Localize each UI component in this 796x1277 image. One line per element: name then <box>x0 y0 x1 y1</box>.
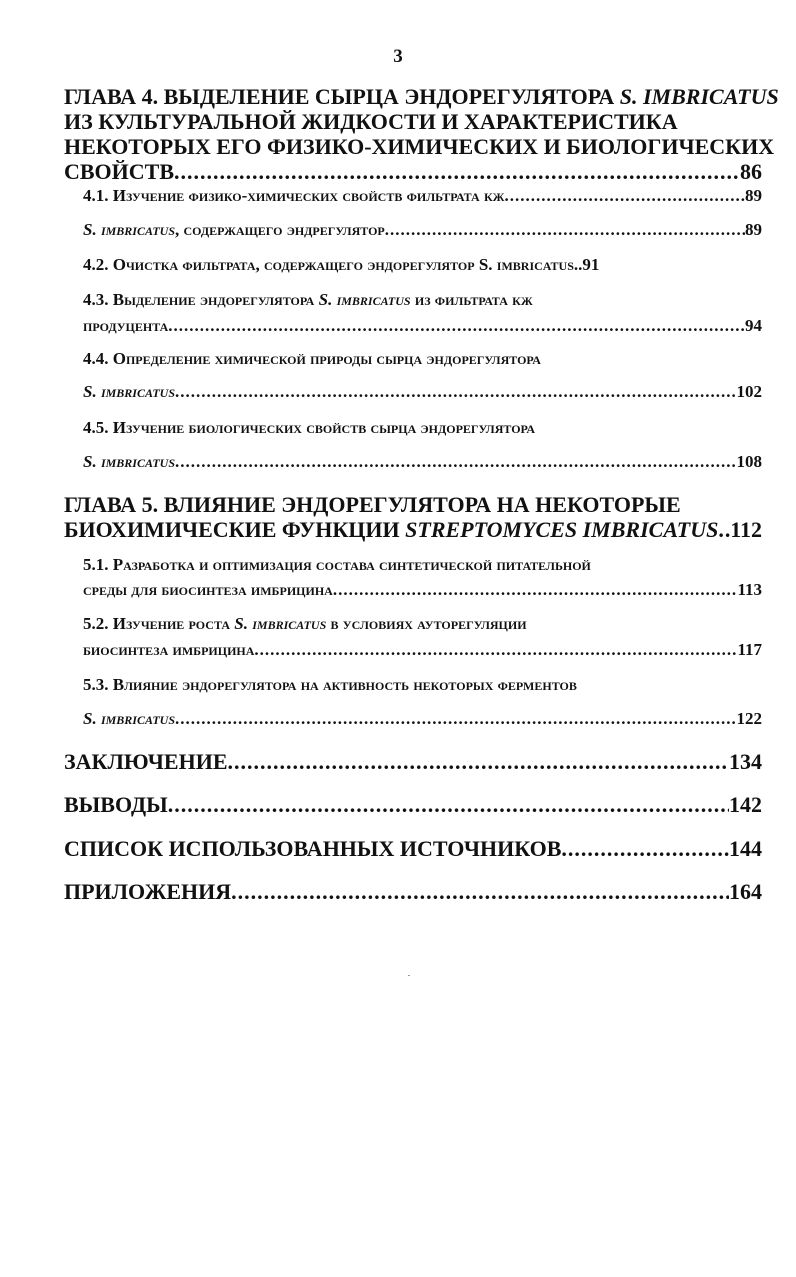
leader-dots <box>168 316 745 336</box>
toc-entry-conclusion[interactable] <box>64 749 762 774</box>
entry-text: S. imbricatus <box>83 452 175 471</box>
toc-entry-4-4[interactable] <box>83 349 762 369</box>
page-ref: 122 <box>736 709 762 728</box>
toc-entry-4-2[interactable] <box>83 255 762 275</box>
toc-entry-references[interactable] <box>64 836 762 861</box>
chapter-4-line-3: НЕКОТОРЫХ ЕГО ФИЗИКО-ХИМИЧЕСКИХ И БИОЛОГИЧЕСКИХ <box>64 134 775 159</box>
page-ref: 164 <box>729 879 762 904</box>
scan-speck <box>408 975 410 976</box>
page-ref: ..91 <box>573 255 600 274</box>
leader-dots <box>231 879 729 904</box>
entry-text: ВЫВОДЫ <box>64 792 168 817</box>
toc-entry-4-1[interactable] <box>83 186 762 206</box>
toc-entry-5-3-cont[interactable] <box>83 709 762 729</box>
entry-text: 5.2. Изучение роста S. imbricatus в условиях ауторегуляции <box>83 614 527 633</box>
page-ref: 89 <box>745 220 762 239</box>
chapter-5-line-2: БИОХИМИЧЕСКИЕ ФУНКЦИИ STREPTOMYCES IMBRICATUS <box>64 517 719 542</box>
page-ref: 112 <box>730 517 762 542</box>
page-ref: 144 <box>729 836 762 861</box>
page-ref: 108 <box>736 452 762 471</box>
entry-text: 4.4. Определение химической природы сырца эндорегулятора <box>83 349 541 368</box>
page-ref: 86 <box>740 159 762 184</box>
toc-entry-4-1-cont[interactable] <box>83 220 762 240</box>
entry-text: 5.3. Влияние эндорегулятора на активность некоторых ферментов <box>83 675 577 694</box>
toc-entry-4-5-cont[interactable] <box>83 452 762 472</box>
toc-entry-5-2-cont[interactable] <box>83 640 762 660</box>
toc-entry-5-1[interactable] <box>83 555 762 575</box>
leader-dots <box>175 709 737 729</box>
leader-dots <box>333 580 738 600</box>
page-ref: 94 <box>745 316 762 335</box>
leader-dots <box>175 382 737 402</box>
leader-dots <box>175 452 737 472</box>
leader-dots <box>385 220 745 240</box>
entry-text: 4.5. Изучение биологических свойств сырца эндорегулятора <box>83 418 536 437</box>
entry-text: S. imbricatus <box>83 709 175 728</box>
leader-dots <box>505 186 745 206</box>
entry-text: СПИСОК ИСПОЛЬЗОВАННЫХ ИСТОЧНИКОВ <box>64 836 562 861</box>
page-ref: 113 <box>737 580 762 599</box>
entry-text: S. imbricatus, содержащего эндрегулятор <box>83 220 385 239</box>
toc-entry-5-3[interactable] <box>83 675 762 695</box>
toc-entry-appendices[interactable] <box>64 879 762 904</box>
leader-dots <box>174 159 740 184</box>
chapter-5-line-1: ГЛАВА 5. ВЛИЯНИЕ ЭНДОРЕГУЛЯТОРА НА НЕКОТОРЫЕ <box>64 492 681 517</box>
page-ref: 142 <box>729 792 762 817</box>
page-ref: 89 <box>745 186 762 205</box>
chapter-4-line-4: СВОЙСТВ <box>64 159 175 184</box>
leader-dots <box>718 517 730 542</box>
toc-entry-4-5[interactable] <box>83 418 762 438</box>
toc-entry-chapter-4[interactable] <box>64 159 762 184</box>
entry-text: среды для биосинтеза имбрицина <box>83 580 333 599</box>
toc-entry-5-2[interactable] <box>83 614 762 634</box>
chapter-4-line-1: ГЛАВА 4. ВЫДЕЛЕНИЕ СЫРЦА ЭНДОРЕГУЛЯТОРА S. IMBRICATUS <box>64 84 779 109</box>
toc-entry-4-3-cont[interactable] <box>83 316 762 336</box>
toc-entry-4-3[interactable] <box>83 290 762 310</box>
leader-dots <box>254 640 737 660</box>
page-ref: 134 <box>729 749 762 774</box>
toc-entry-5-1-cont[interactable] <box>83 580 762 600</box>
page-number: 3 <box>393 46 403 67</box>
entry-text: 5.1. Разработка и оптимизация состава синтетической питательной <box>83 555 591 574</box>
entry-text: продуцента <box>83 316 169 335</box>
leader-dots <box>168 792 729 817</box>
entry-text: S. imbricatus <box>83 382 175 401</box>
entry-text: 4.1. Изучение физико-химических свойств фильтрата кж <box>83 186 505 205</box>
entry-text: 4.2. Очистка фильтрата, содержащего эндорегулятор S. imbricatus <box>83 255 574 274</box>
chapter-4-line-2: ИЗ КУЛЬТУРАЛЬНОЙ ЖИДКОСТИ И ХАРАКТЕРИСТИКА <box>64 109 678 134</box>
toc-entry-4-4-cont[interactable] <box>83 382 762 402</box>
page-ref: 102 <box>736 382 762 401</box>
entry-text: 4.3. Выделение эндорегулятора S. imbricatus из фильтрата кж <box>83 290 533 309</box>
toc-entry-findings[interactable] <box>64 792 762 817</box>
toc-entry-chapter-5[interactable] <box>64 517 762 542</box>
page-ref: 117 <box>737 640 762 659</box>
leader-dots <box>228 749 730 774</box>
entry-text: биосинтеза имбрицина <box>83 640 255 659</box>
entry-text: ЗАКЛЮЧЕНИЕ <box>64 749 228 774</box>
leader-dots <box>561 836 729 861</box>
entry-text: ПРИЛОЖЕНИЯ <box>64 879 232 904</box>
